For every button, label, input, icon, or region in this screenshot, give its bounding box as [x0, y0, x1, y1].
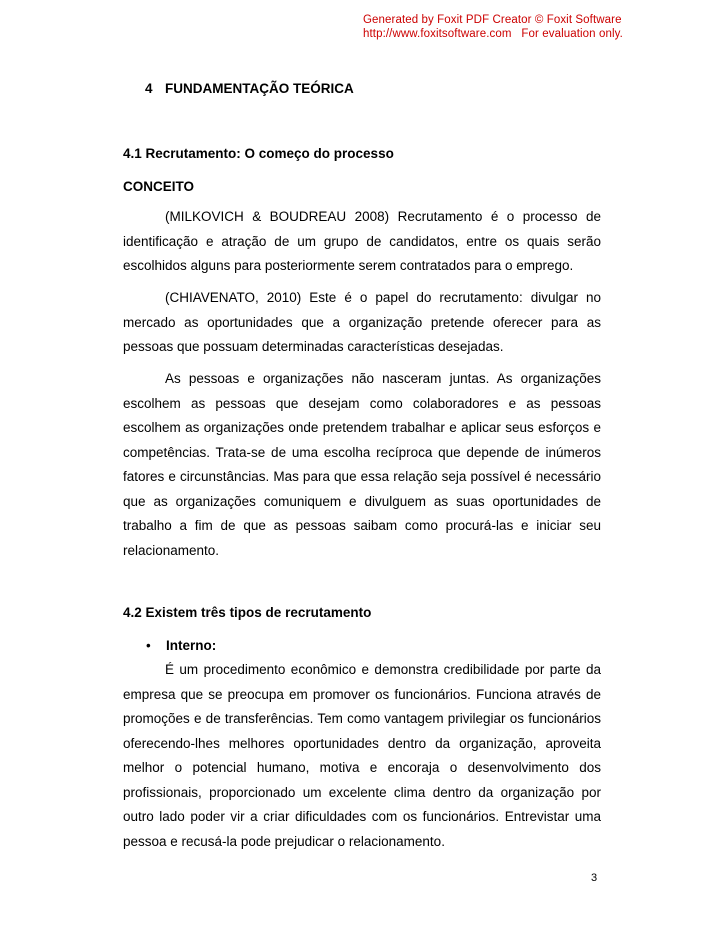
conceito-subheading: CONCEITO [123, 179, 195, 194]
paragraph-pessoas-organizacoes: As pessoas e organizações não nasceram juntas. As organizações escolhem as pessoas que desejam como colaboradores e as pessoas escolhem as organizações onde pretendem trabalhar e aplicar seus esforços e competências. Trata-se de uma escolha recíproca que depende de inúmeros fatores e circunstâncias. Mas para que essa relação seja possível é necessário que as organizações comuniquem e divulguem as suas oportunidades de trabalho a fim de que as pessoas saibam como procurá-las e iniciar seu relacionamento. [123, 371, 601, 558]
bullet-label: Interno: [166, 638, 217, 653]
chapter-title: FUNDAMENTAÇÃO TEÓRICA [165, 81, 354, 96]
chapter-number: 4 [145, 81, 153, 96]
paragraph-interno: É um procedimento econômico e demonstra credibilidade por parte da empresa que se preocupa em promover os funcionários. Funciona através de promoções e de transferências. Tem como vantagem privilegiar os funcionários oferecendo-lhes melhores oportunidades dentro da organização, aproveita melhor o potencial humano, motiva e encoraja o desenvolvimento dos profissionais, proporcionado um excelente clima dentro da organização por outro lado poder vir a criar dificuldades com os funcionários. Entrevistar uma pessoa e recusá-la pode prejudicar o relacionamento. [123, 662, 601, 849]
chapter-heading [145, 81, 354, 96]
page-number: 3 [591, 872, 598, 884]
section-4-2-title: 4.2 Existem três tipos de recrutamento [123, 605, 372, 620]
section-4-1-title: 4.1 Recrutamento: O começo do processo [123, 146, 394, 161]
bullet-icon: • [146, 638, 151, 653]
paragraph-chiavenato: (CHIAVENATO, 2010) Este é o papel do recrutamento: divulgar no mercado as oportunidades que a organização pretende oferecer para as pessoas que possuam determinadas características desejadas. [123, 290, 601, 354]
bullet-interno [146, 638, 216, 653]
foxit-watermark [363, 13, 623, 41]
watermark-line-2: http://www.foxitsoftware.com For evaluation only. [363, 28, 623, 40]
watermark-line-1: Generated by Foxit PDF Creator © Foxit Software [363, 14, 622, 26]
paragraph-milkovich: (MILKOVICH & BOUDREAU 2008) Recrutamento é o processo de identificação e atração de um grupo de candidatos, entre os quais serão escolhidos alguns para posteriormente serem contratados para o emprego. [123, 209, 601, 273]
